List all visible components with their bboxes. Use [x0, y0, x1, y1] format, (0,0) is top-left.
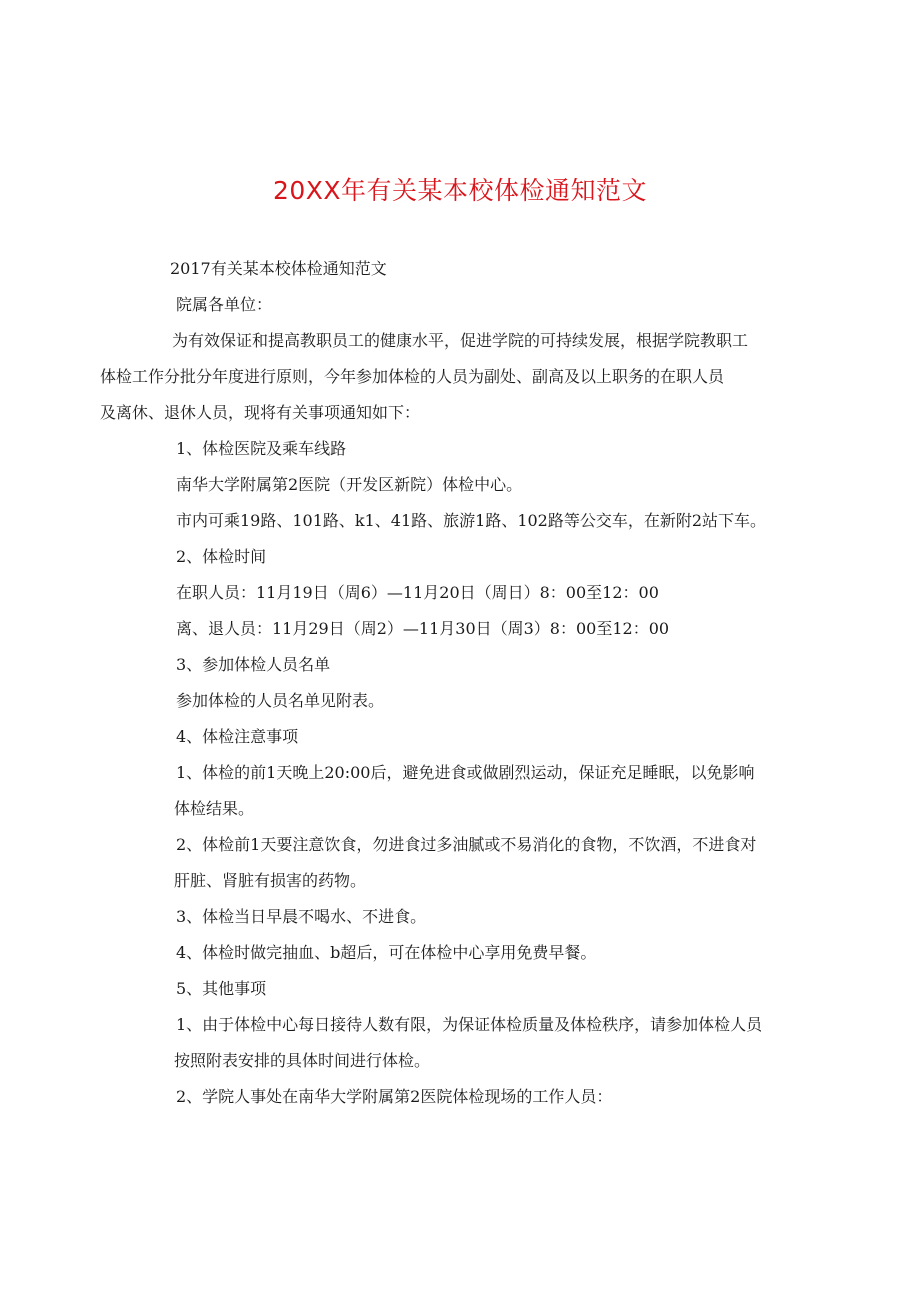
section5-item1 [176, 1007, 790, 1079]
section4-heading: 4、体检注意事项 [176, 727, 299, 746]
section5-item1-line1: 1、由于体检中心每日接待人数有限，为保证体检质量及体检秩序，请参加体检人员 [176, 1015, 763, 1034]
section1-hospital: 南华大学附属第2医院（开发区新院）体检中心。 [176, 475, 523, 494]
document-title: 20XX年有关某本校体检通知范文 [272, 176, 648, 205]
section4-item4: 4、体检时做完抽血、b超后，可在体检中心享用免费早餐。 [176, 943, 597, 962]
section4-item2-line2: 肝脏、肾脏有损害的药物。 [174, 871, 367, 890]
section3-text: 参加体检的人员名单见附表。 [176, 691, 385, 710]
section1-heading: 1、体检医院及乘车线路 [176, 439, 347, 458]
section4-item3: 3、体检当日早晨不喝水、不进食。 [176, 907, 427, 926]
section4-item2 [176, 827, 790, 899]
section4-item1-line2: 体检结果。 [174, 799, 255, 818]
intro-line-3: 及离休、退休人员，现将有关事项通知如下： [100, 403, 421, 422]
section2-heading: 2、体检时间 [176, 547, 267, 566]
section2-staff-time: 在职人员：11月19日（周6）—11月20日（周日）8：00至12：00 [176, 583, 659, 602]
intro-paragraph [100, 323, 786, 431]
section5-item1-line2: 按照附表安排的具体时间进行体检。 [174, 1051, 431, 1070]
intro-line-1: 为有效保证和提高教职员工的健康水平，促进学院的可持续发展，根据学院教职工 [172, 331, 749, 350]
section4-item1 [176, 755, 790, 827]
intro-line-2: 体检工作分批分年度进行原则，今年参加体检的人员为副处、副高及以上职务的在职人员 [100, 367, 725, 386]
document-subtitle: 2017有关某本校体检通知范文 [170, 259, 387, 278]
section1-bus: 市内可乘19路、101路、k1、41路、旅游1路、102路等公交车，在新附2站下车。 [176, 511, 767, 530]
section3-heading: 3、参加体检人员名单 [176, 655, 331, 674]
section2-retired-time: 离、退人员：11月29日（周2）—11月30日（周3）8：00至12：00 [176, 619, 670, 638]
section4-item2-line1: 2、体检前1天要注意饮食，勿进食过多油腻或不易消化的食物，不饮酒，不进食对 [176, 835, 757, 854]
section4-item1-line1: 1、体检的前1天晚上20:00后，避免进食或做剧烈运动，保证充足睡眠，以免影响 [176, 763, 755, 782]
section5-item2: 2、学院人事处在南华大学附属第2医院体检现场的工作人员： [176, 1087, 613, 1106]
document-body [100, 251, 790, 1115]
salutation: 院属各单位： [176, 295, 273, 314]
section5-heading: 5、其他事项 [176, 979, 267, 998]
